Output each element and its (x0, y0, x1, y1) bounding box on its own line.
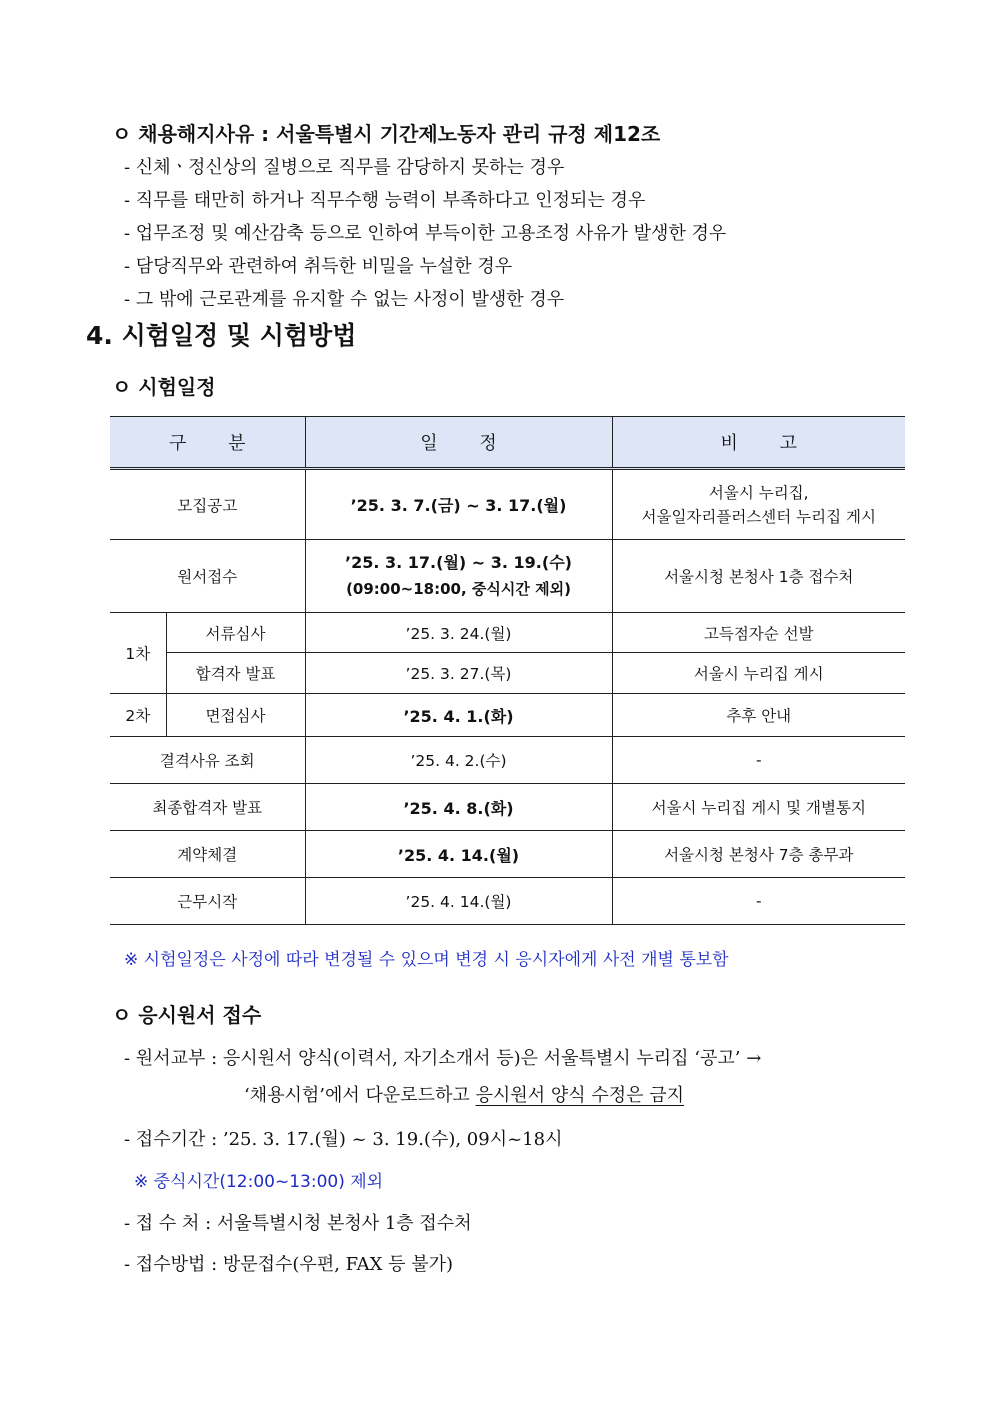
row-label: 합격자 발표 (166, 653, 305, 694)
row-date (305, 540, 612, 613)
table-row (110, 784, 905, 831)
row-label: 면접심사 (166, 694, 305, 737)
table-row (110, 613, 905, 653)
row-note: 서울시청 본청사 1층 접수처 (612, 540, 905, 613)
form-download-text: ‘채용시험’에서 다운로드하고 (244, 1085, 476, 1106)
row-label: 최종합격자 발표 (110, 784, 305, 831)
schedule-table (110, 416, 905, 925)
termination-item: - 담당직무와 관련하여 취득한 비밀을 누설한 경우 (124, 256, 513, 277)
row-note (612, 469, 905, 540)
note-line: 서울일자리플러스센터 누리집 게시 (641, 507, 876, 526)
date-line: ’25. 3. 17.(월) ~ 3. 19.(수) (345, 553, 572, 572)
row-date: ’25. 3. 7.(금) ~ 3. 17.(월) (305, 469, 612, 540)
header-category: 구 분 (110, 417, 305, 469)
table-row (110, 469, 905, 540)
row-label: 결격사유 조회 (110, 737, 305, 784)
termination-item: - 신체ㆍ정신상의 질병으로 직무를 감당하지 못하는 경우 (124, 157, 565, 178)
form-distribution-line: - 원서교부 : 응시원서 양식(이력서, 자기소개서 등)은 서울특별시 누리집 ‘공고’ → (124, 1048, 762, 1069)
table-row (110, 653, 905, 694)
table-row (110, 737, 905, 784)
row-label: 서류심사 (166, 613, 305, 653)
header-remarks: 비 고 (612, 417, 905, 469)
lunch-note: ※ 중식시간(12:00~13:00) 제외 (134, 1172, 384, 1192)
row-note: 서울시청 본청사 7층 총무과 (612, 831, 905, 878)
schedule-note: ※ 시험일정은 사정에 따라 변경될 수 있으며 변경 시 응시자에게 사전 개별 통보함 (124, 950, 729, 970)
termination-item: - 업무조정 및 예산감축 등으로 인하여 부득이한 고용조정 사유가 발생한 경우 (124, 223, 727, 244)
row-date: ’25. 4. 2.(수) (305, 737, 612, 784)
section-title: 4. 시험일정 및 시험방법 (86, 321, 357, 350)
row-note: 추후 안내 (612, 694, 905, 737)
row-note: 서울시 누리집 게시 (612, 653, 905, 694)
table-header-row (110, 417, 905, 469)
application-heading: ㅇ 응시원서 접수 (112, 1003, 262, 1027)
row-label: 계약체결 (110, 831, 305, 878)
form-edit-prohibited: 응시원서 양식 수정은 금지 (475, 1085, 684, 1106)
header-schedule: 일 정 (305, 417, 612, 469)
application-period: - 접수기간 : ’25. 3. 17.(월) ~ 3. 19.(수), 09시~18시 (124, 1129, 563, 1150)
row-label: 근무시작 (110, 878, 305, 925)
row-date: ’25. 4. 14.(월) (305, 831, 612, 878)
termination-item: - 그 밖에 근로관계를 유지할 수 없는 사정이 발생한 경우 (124, 289, 565, 310)
termination-item: - 직무를 태만히 하거나 직무수행 능력이 부족하다고 인정되는 경우 (124, 190, 646, 211)
application-place: - 접 수 처 : 서울특별시청 본청사 1층 접수처 (124, 1213, 472, 1234)
table-row (110, 540, 905, 613)
row-date: ’25. 3. 24.(월) (305, 613, 612, 653)
row-label: 모집공고 (110, 469, 305, 540)
row-label: 원서접수 (110, 540, 305, 613)
form-distribution-line-2 (244, 1081, 684, 1107)
row-date: ’25. 4. 14.(월) (305, 878, 612, 925)
row-date: ’25. 3. 27.(목) (305, 653, 612, 694)
application-method: - 접수방법 : 방문접수(우편, FAX 등 불가) (124, 1254, 454, 1275)
table-row (110, 694, 905, 737)
row-note: 고득점자순 선발 (612, 613, 905, 653)
note-line: 서울시 누리집, (708, 483, 809, 502)
termination-heading: ㅇ 채용해지사유 : 서울특별시 기간제노동자 관리 규정 제12조 (112, 122, 661, 146)
schedule-heading: ㅇ 시험일정 (112, 375, 216, 399)
row-note: 서울시 누리집 게시 및 개별통지 (612, 784, 905, 831)
stage-label: 1차 (110, 613, 166, 694)
date-line: (09:00~18:00, 중식시간 제외) (346, 580, 571, 598)
table-row (110, 878, 905, 925)
stage-label: 2차 (110, 694, 166, 737)
row-note: - (612, 878, 905, 925)
row-note: - (612, 737, 905, 784)
row-date: ’25. 4. 8.(화) (305, 784, 612, 831)
row-date: ’25. 4. 1.(화) (305, 694, 612, 737)
table-row (110, 831, 905, 878)
